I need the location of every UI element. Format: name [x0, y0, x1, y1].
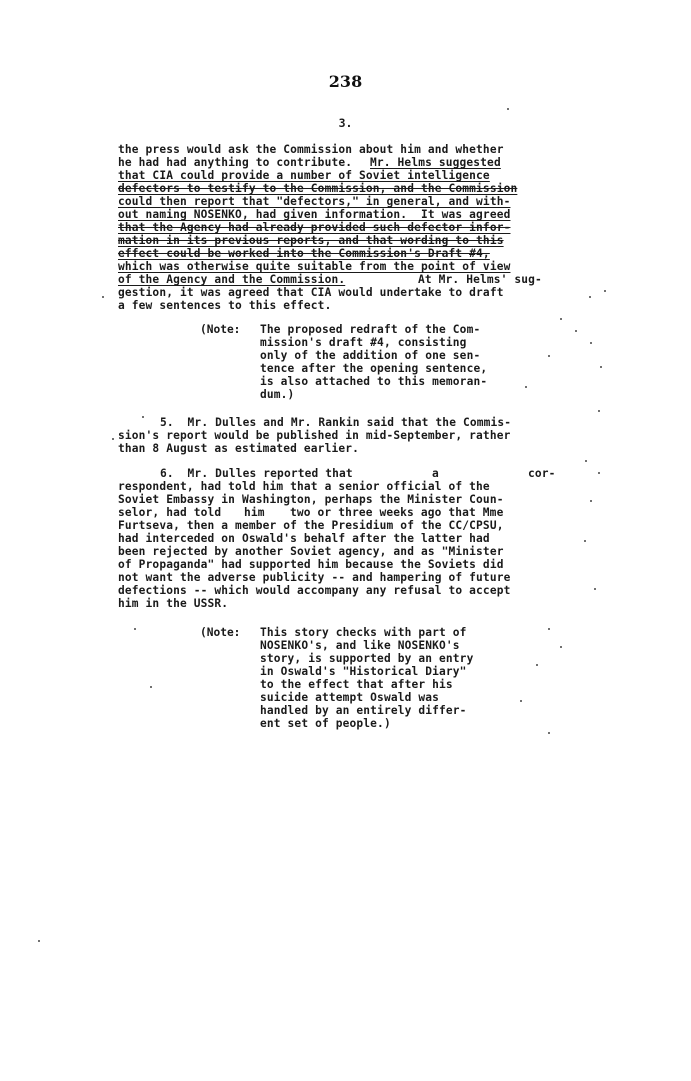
speck	[585, 460, 587, 462]
note-line: suicide attempt Oswald was	[260, 691, 440, 704]
speck	[598, 410, 600, 412]
text-line: of Propaganda" had supported him because the Soviets did	[118, 558, 504, 571]
text-line: Soviet Embassy in Washington, perhaps the Minister Coun-	[118, 493, 504, 506]
text-line: sion's report would be published in mid-September, rather	[118, 429, 511, 442]
speck	[548, 732, 550, 734]
text-line: respondent, had told him that a senior official of the	[118, 480, 490, 493]
speck	[38, 940, 40, 942]
speck	[584, 540, 586, 542]
note-line: in Oswald's "Historical Diary"	[260, 665, 467, 678]
speck	[604, 290, 606, 292]
note-line: to the effect that after his	[260, 678, 453, 691]
note-line: dum.)	[260, 388, 295, 401]
text-line: cor-	[528, 467, 556, 480]
note-line: only of the addition of one sen-	[260, 349, 481, 362]
text-line: Furtseva, then a member of the Presidium of the CC/CPSU,	[118, 519, 504, 532]
text-line: 6. Mr. Dulles reported that	[160, 467, 353, 480]
text-line: defections -- which would accompany any refusal to accept	[118, 584, 511, 597]
text-line: him	[244, 506, 265, 519]
text-line-underlined: that the Agency had already provided such defector infor-	[118, 221, 511, 234]
text-line-underlined: that CIA could provide a number of Soviet intelligence	[118, 169, 490, 182]
section-number: 3.	[338, 116, 353, 130]
speck	[548, 628, 550, 630]
speck	[520, 700, 522, 702]
text-line-underlined: out naming NOSENKO, had given information. It was agreed	[118, 208, 511, 221]
speck	[142, 416, 144, 418]
note-line: handled by an entirely differ-	[260, 704, 467, 717]
text-line: 5. Mr. Dulles and Mr. Rankin said that the Commis-	[160, 416, 512, 429]
text-line-underlined: could then report that "defectors," in general, and with-	[118, 195, 511, 208]
text-line: him in the USSR.	[118, 597, 229, 610]
text-line: a few sentences to this effect.	[118, 299, 332, 312]
text-line: than 8 August as estimated earlier.	[118, 442, 359, 455]
speck	[112, 438, 114, 440]
text-line: the press would ask the Commission about him and whether	[118, 143, 504, 156]
speck	[548, 355, 550, 357]
text-line: selor, had told	[118, 506, 222, 519]
text-line-underlined: Mr. Helms suggested	[370, 156, 501, 169]
note-line: mission's draft #4, consisting	[260, 336, 467, 349]
note-label: (Note:	[200, 626, 241, 639]
speck	[150, 686, 152, 688]
text-line-underlined: defectors to testify to the Commission, and the Commission	[118, 182, 518, 195]
speck	[560, 646, 562, 648]
speck	[598, 472, 600, 474]
speck	[589, 296, 591, 298]
speck	[600, 366, 602, 368]
text-line-underlined: which was otherwise quite suitable from the point of view	[118, 260, 511, 273]
speck	[575, 330, 577, 332]
note-line: This story checks with part of	[260, 626, 467, 639]
speck	[590, 500, 592, 502]
note-label: (Note:	[200, 323, 241, 336]
text-line-underlined: of the Agency and the Commission.	[118, 273, 346, 286]
text-line: not want the adverse publicity -- and hampering of future	[118, 571, 511, 584]
speck	[102, 296, 104, 298]
text-line: gestion, it was agreed that CIA would undertake to draft	[118, 286, 504, 299]
text-line: been rejected by another Soviet agency, and as "Minister	[118, 545, 504, 558]
speck	[594, 588, 596, 590]
text-line-underlined: mation in its previous reports, and that wording to this	[118, 234, 504, 247]
speck	[525, 386, 527, 388]
note-line: NOSENKO's, and like NOSENKO's	[260, 639, 460, 652]
text-line: At Mr. Helms' sug-	[418, 273, 542, 286]
text-line: a	[432, 467, 439, 480]
speck	[507, 108, 509, 110]
text-line: had interceded on Oswald's behalf after the latter had	[118, 532, 490, 545]
text-line-underlined: effect could be worked into the Commission's Draft #4,	[118, 247, 490, 260]
speck	[560, 318, 562, 320]
note-line: tence after the opening sentence,	[260, 362, 488, 375]
text-line: he had had anything to contribute.	[118, 156, 353, 169]
note-line: ent set of people.)	[260, 717, 391, 730]
text-line: two or three weeks ago that Mme	[290, 506, 504, 519]
speck	[134, 628, 136, 630]
speck	[590, 342, 592, 344]
note-line: story, is supported by an entry	[260, 652, 474, 665]
note-line: The proposed redraft of the Com-	[260, 323, 481, 336]
speck	[536, 664, 538, 666]
note-line: is also attached to this memoran-	[260, 375, 488, 388]
page-number: 238	[328, 72, 363, 91]
